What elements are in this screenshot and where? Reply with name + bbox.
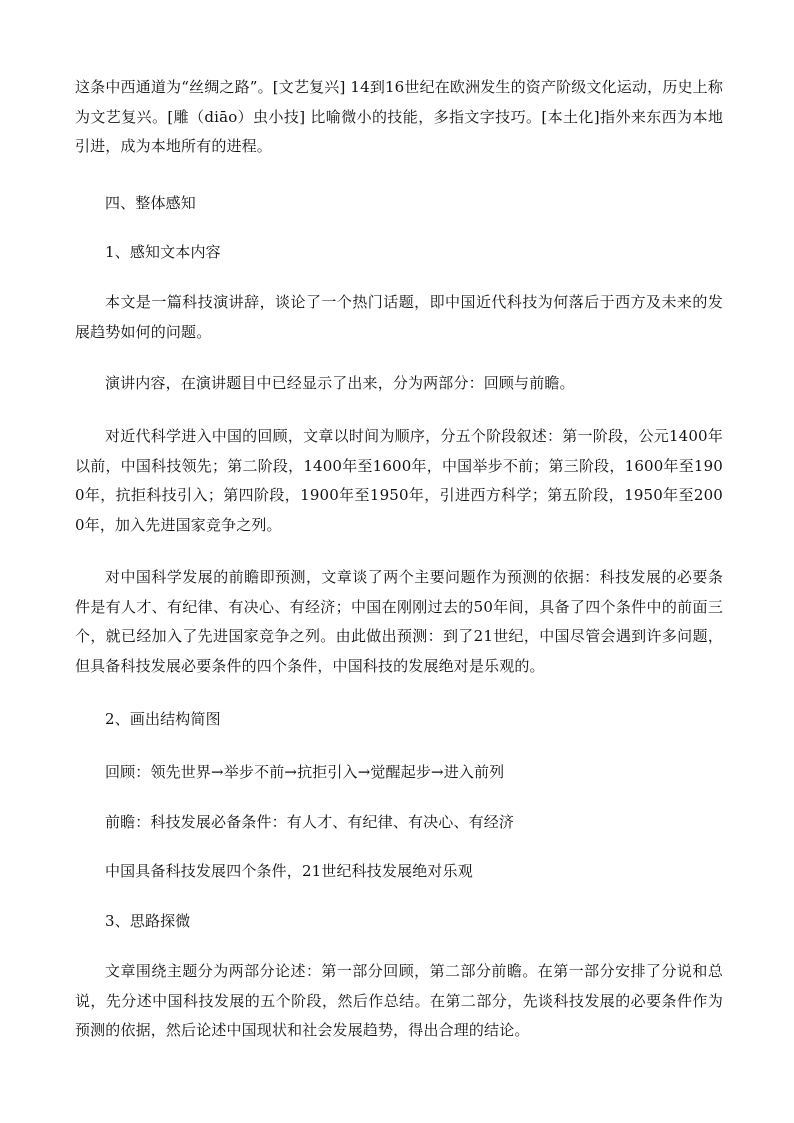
glossary-paragraph: 这条中西通道为“丝绸之路”。[文艺复兴] 14到16世纪在欧洲发生的资产阶级文化运动，历史上称为文艺复兴。[雕（diāo）虫小技] 比喻微小的技能，多指文字技巧。[本土化]指外来东西为本地引进，成为本地所有的进程。 (75, 78, 723, 155)
subheading-structure-diagram: 2、画出结构简图 (105, 710, 221, 728)
diagram-review-line: 回顾：领先世界→举步不前→抗拒引入→觉醒起步→进入前列 (105, 763, 505, 781)
outlook-paragraph: 对中国科学发展的前瞻即预测，文章谈了两个主要问题作为预测的依据：科技发展的必要条件是有人才、有纪律、有决心、有经济；中国在刚刚过去的50年间，具备了四个条件中的前面三个，就已经加入了先进国家竞争之列。由此做出预测：到了21世纪，中国尽管会遇到许多问题，但具备科技发展必要条件的四个条件，中国科技的发展绝对是乐观的。 (75, 568, 723, 675)
content-paragraph: 演讲内容，在演讲题目中已经显示了出来，分为两部分：回顾与前瞻。 (105, 374, 575, 392)
section-heading-overall-perception: 四、整体感知 (105, 194, 196, 212)
structure-paragraph: 文章围绕主题分为两部分论述：第一部分回顾，第二部分前瞻。在第一部分安排了分说和总说，先分述中国科技发展的五个阶段，然后作总结。在第二部分，先谈科技发展的必要条件作为预测的依据，然后论述中国现状和社会发展趋势，得出合理的结论。 (75, 962, 723, 1039)
diagram-outlook-line: 前瞻：科技发展必备条件：有人才、有纪律、有决心、有经济 (105, 813, 515, 831)
subheading-text-content: 1、感知文本内容 (105, 243, 221, 261)
subheading-thought-exploration: 3、思路探微 (105, 912, 191, 930)
diagram-conclusion-line: 中国具备科技发展四个条件，21世纪科技发展绝对乐观 (105, 862, 473, 880)
review-paragraph: 对近代科学进入中国的回顾，文章以时间为顺序，分五个阶段叙述：第一阶段，公元1400年以前，中国科技领先；第二阶段，1400年至1600年，中国举步不前；第三阶段，1600年至1900年，抗拒科技引入；第四阶段，1900年至1950年，引进西方科学；第五阶段，1950年至2000年，加入先进国家竞争之列。 (75, 427, 723, 534)
intro-paragraph: 本文是一篇科技演讲辞，谈论了一个热门话题，即中国近代科技为何落后于西方及未来的发展趋势如何的问题。 (75, 293, 723, 341)
